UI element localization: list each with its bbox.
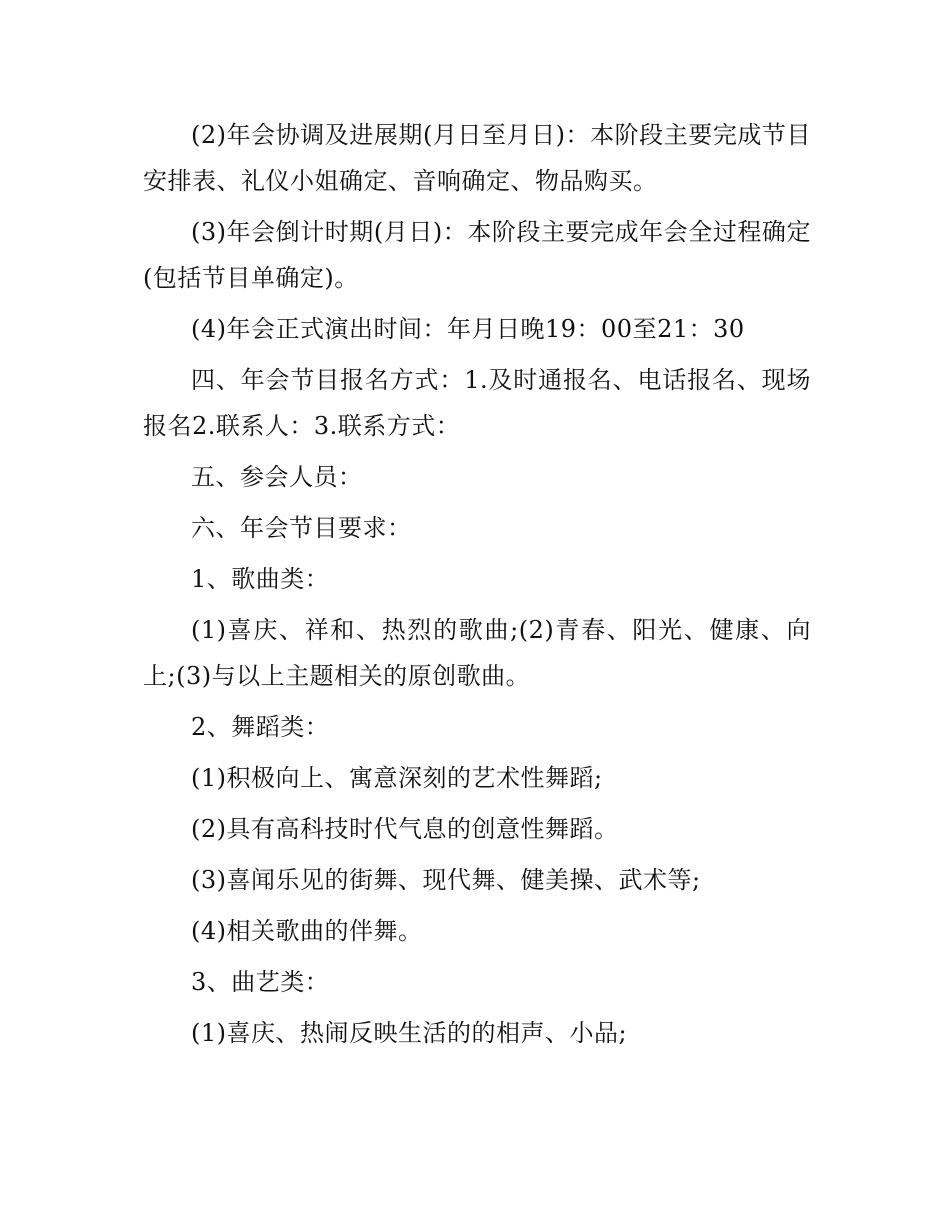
paragraph-registration: 四、年会节目报名方式：1.及时通报名、电话报名、现场报名2.联系人：3.联系方式： xyxy=(143,366,811,440)
paragraph-dance-heading: 2、舞蹈类： xyxy=(191,713,330,741)
paragraph-dance-item-1: (1)积极向上、寓意深刻的艺术性舞蹈; xyxy=(191,764,603,792)
paragraph-attendees: 五、参会人员： xyxy=(191,463,363,491)
paragraph-phase-countdown: (3)年会倒计时期(月日)：本阶段主要完成年会全过程确定(包括节目单确定)。 xyxy=(143,218,811,292)
paragraph-dance-item-3: (3)喜闻乐见的街舞、现代舞、健美操、武术等; xyxy=(191,866,701,894)
paragraph-phase-coordination: (2)年会协调及进展期(月日至月日)：本阶段主要完成节目安排表、礼仪小姐确定、音响确定、物品购买。 xyxy=(143,121,811,195)
paragraph-program-requirements: 六、年会节目要求： xyxy=(191,514,412,542)
document-body xyxy=(143,112,811,1061)
paragraph-quyi-heading: 3、曲艺类： xyxy=(191,968,330,996)
paragraph-songs-detail: (1)喜庆、祥和、热烈的歌曲;(2)青春、阳光、健康、向上;(3)与以上主题相关的原创歌曲。 xyxy=(143,616,811,690)
paragraph-performance-time: (4)年会正式演出时间：年月日晚19：00至21：30 xyxy=(191,315,745,343)
paragraph-songs-heading: 1、歌曲类： xyxy=(191,565,330,593)
paragraph-quyi-item-1: (1)喜庆、热闹反映生活的的相声、小品; xyxy=(191,1019,628,1047)
paragraph-dance-item-4: (4)相关歌曲的伴舞。 xyxy=(191,917,423,945)
paragraph-dance-item-2: (2)具有高科技时代气息的创意性舞蹈。 xyxy=(191,815,619,843)
